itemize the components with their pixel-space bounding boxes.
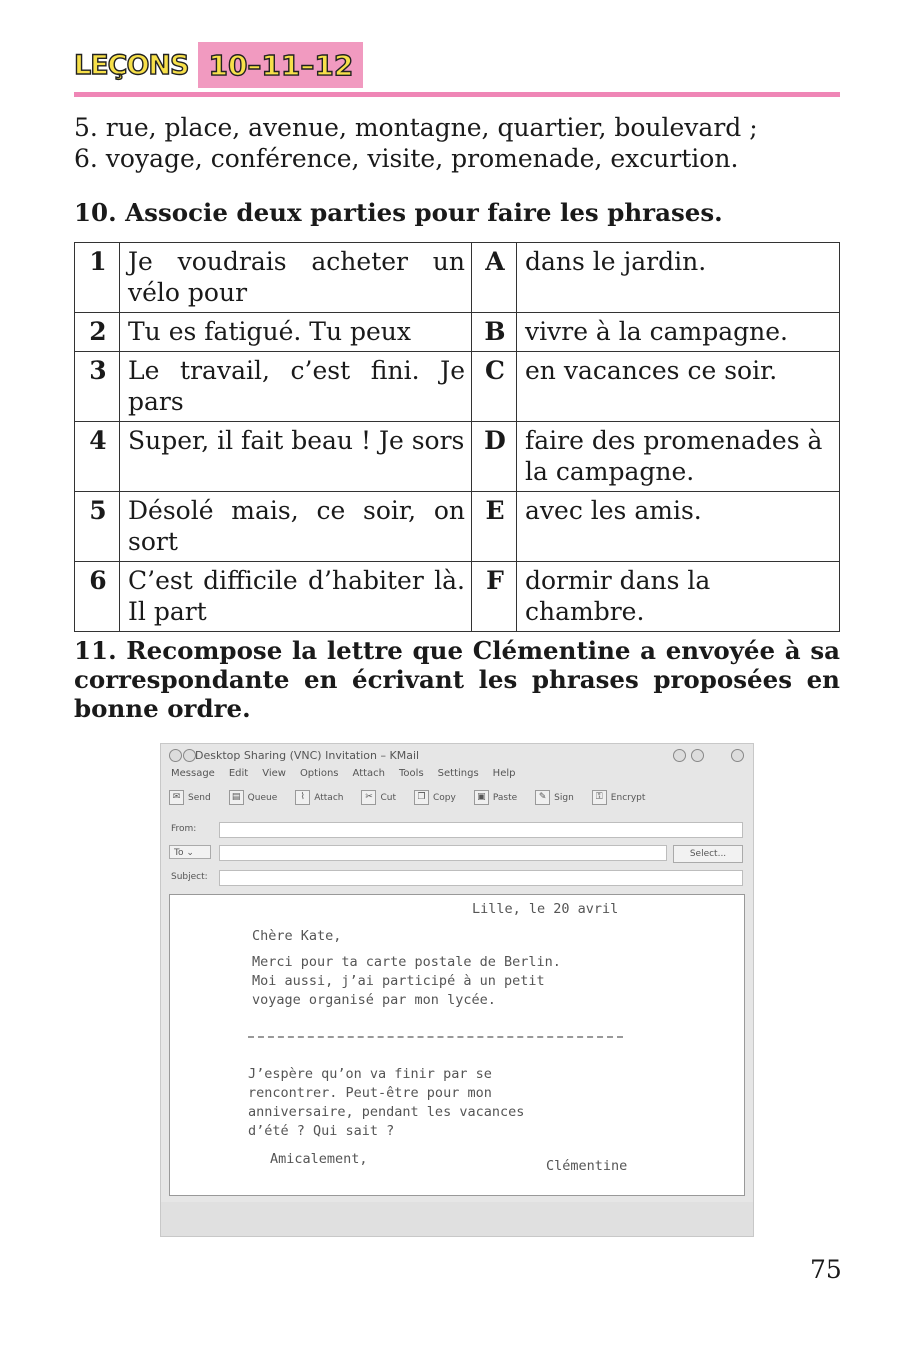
row-phrase-start: Je voudrais acheter un vélo pour — [120, 243, 472, 313]
copy-label: Copy — [433, 792, 456, 803]
from-field[interactable] — [219, 822, 743, 838]
table-row — [75, 313, 840, 352]
row-number: 6 — [75, 562, 120, 632]
row-letter: A — [472, 243, 517, 313]
scissors-icon: ✂ — [361, 790, 376, 805]
to-field[interactable] — [219, 845, 667, 861]
clipboard-icon: ▣ — [474, 790, 489, 805]
letter-line: Merci pour ta carte postale de Berlin. — [252, 954, 561, 970]
letter-line: d’été ? Qui sait ? — [248, 1123, 395, 1139]
row-phrase-end: en vacances ce soir. — [517, 352, 840, 422]
window-title: Desktop Sharing (VNC) Invitation – KMail — [195, 749, 420, 762]
sign-label: Sign — [554, 792, 574, 803]
menu-item-view[interactable]: View — [262, 768, 286, 779]
table-row — [75, 562, 840, 632]
send-icon: ✉ — [169, 790, 184, 805]
letter-date: Lille, le 20 avril — [472, 901, 619, 917]
lock-icon: ⚿ — [592, 790, 607, 805]
subject-field[interactable] — [219, 870, 743, 886]
page-number: 75 — [810, 1255, 842, 1284]
table-row — [75, 422, 840, 492]
letter-signature: Clémentine — [546, 1158, 628, 1174]
menu-item-edit[interactable]: Edit — [228, 768, 249, 779]
select-recipient-button[interactable]: Select... — [673, 845, 743, 863]
encrypt-label: Encrypt — [610, 792, 646, 803]
exercise-11-title: 11. Recompose la lettre que Clémentine a envoyée à sa correspondante en écrivant les phrases proposées en bonne ordre. — [74, 636, 840, 723]
copy-icon: ❐ — [414, 790, 429, 805]
header-rule — [74, 92, 840, 97]
row-phrase-start: C’est difficile d’habiter là. Il part — [120, 562, 472, 632]
row-number: 2 — [75, 313, 120, 352]
recipient-type-value: To — [174, 848, 184, 858]
menu-item-attach[interactable]: Attach — [352, 768, 386, 779]
email-screenshot — [160, 743, 754, 1237]
row-number: 5 — [75, 492, 120, 562]
letter-line: anniversaire, pendant les vacances — [248, 1104, 525, 1120]
subject-label: Subject: — [171, 872, 208, 882]
list-item-6: 6. voyage, conférence, visite, promenade, excurtion. — [74, 144, 739, 173]
table-row — [75, 243, 840, 313]
missing-text-separator — [248, 1036, 623, 1038]
row-phrase-end: faire des promenades à la campagne. — [517, 422, 840, 492]
queue-button[interactable] — [229, 790, 278, 805]
row-phrase-start: Désolé mais, ce soir, on sort — [120, 492, 472, 562]
attach-label: Attach — [314, 792, 344, 803]
table-row — [75, 352, 840, 422]
chevron-down-icon: ⌄ — [186, 848, 194, 858]
encrypt-button[interactable] — [592, 790, 646, 805]
lesson-numbers: 10–11–12 — [208, 48, 354, 82]
queue-icon: ▤ — [229, 790, 244, 805]
letter-greeting: Chère Kate, — [252, 928, 342, 944]
menu-item-tools[interactable]: Tools — [399, 768, 424, 779]
row-phrase-end: dormir dans la chambre. — [517, 562, 840, 632]
row-phrase-end: vivre à la campagne. — [517, 313, 840, 352]
cut-button[interactable] — [361, 790, 396, 805]
letter-line: voyage organisé par mon lycée. — [252, 992, 496, 1008]
minimize-icon[interactable] — [673, 749, 686, 762]
letter-line: J’espère qu’on va finir par se — [248, 1066, 492, 1082]
queue-label: Queue — [247, 792, 278, 803]
sign-button[interactable] — [535, 790, 574, 805]
menu-bar — [171, 768, 515, 779]
exercise-10-title: 10. Associe deux parties pour faire les phrases. — [74, 198, 723, 227]
window-titlebar — [161, 744, 753, 766]
lesson-title: LEÇONS — [74, 49, 189, 81]
paste-button[interactable] — [474, 790, 517, 805]
toolbar — [169, 790, 645, 805]
status-bar — [161, 1202, 753, 1236]
signature-icon: ✎ — [535, 790, 550, 805]
row-phrase-start: Tu es fatigué. Tu peux — [120, 313, 472, 352]
row-letter: C — [472, 352, 517, 422]
row-letter: D — [472, 422, 517, 492]
row-letter: F — [472, 562, 517, 632]
table-row — [75, 492, 840, 562]
letter-line: Moi aussi, j’ai participé à un petit — [252, 973, 545, 989]
row-letter: E — [472, 492, 517, 562]
row-phrase-start: Super, il fait beau ! Je sors — [120, 422, 472, 492]
close-icon[interactable] — [731, 749, 744, 762]
menu-item-settings[interactable]: Settings — [437, 768, 479, 779]
copy-button[interactable] — [414, 790, 456, 805]
row-phrase-end: dans le jardin. — [517, 243, 840, 313]
letter-line: rencontrer. Peut-être pour mon — [248, 1085, 492, 1101]
row-letter: B — [472, 313, 517, 352]
row-number: 4 — [75, 422, 120, 492]
row-number: 1 — [75, 243, 120, 313]
menu-item-help[interactable]: Help — [492, 768, 516, 779]
lesson-number-badge — [198, 42, 363, 88]
send-button[interactable] — [169, 790, 211, 805]
menu-item-message[interactable]: Message — [171, 768, 215, 779]
send-label: Send — [188, 792, 211, 803]
attach-button[interactable] — [295, 790, 343, 805]
lesson-header — [74, 40, 363, 90]
window-menu-icon[interactable] — [169, 749, 182, 762]
row-phrase-end: avec les amis. — [517, 492, 840, 562]
letter-closing: Amicalement, — [270, 1151, 368, 1167]
row-number: 3 — [75, 352, 120, 422]
paste-label: Paste — [492, 792, 518, 803]
recipient-type-select[interactable] — [169, 845, 211, 859]
list-item-5: 5. rue, place, avenue, montagne, quartier, boulevard ; — [74, 113, 758, 142]
from-label: From: — [171, 824, 197, 834]
message-body[interactable] — [169, 894, 745, 1196]
row-phrase-start: Le travail, c’est fini. Je pars — [120, 352, 472, 422]
menu-item-options[interactable]: Options — [299, 768, 339, 779]
cut-label: Cut — [380, 792, 397, 803]
paperclip-icon: ⌇ — [295, 790, 310, 805]
maximize-icon[interactable] — [691, 749, 704, 762]
matching-table — [74, 242, 840, 632]
